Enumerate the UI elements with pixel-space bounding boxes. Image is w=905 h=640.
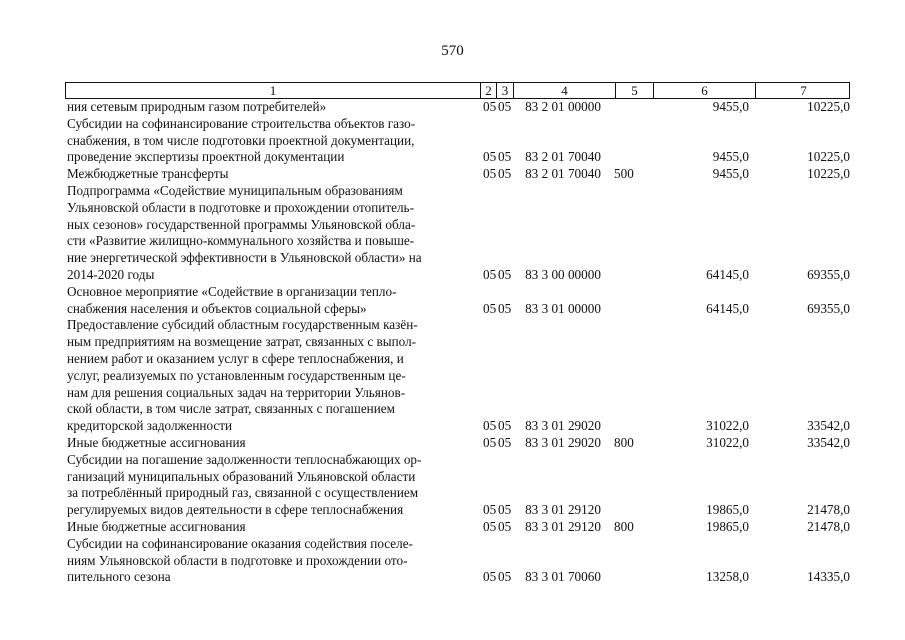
row-amount-year-1: 64145,0 — [706, 300, 749, 316]
table-row — [65, 435, 850, 452]
row-section: 05 — [483, 99, 497, 114]
table-row — [65, 99, 850, 116]
row-subsection: 05 — [498, 518, 512, 534]
row-subsection: 05 — [498, 99, 512, 114]
row-target-article: 83 3 00 00000 — [525, 266, 601, 282]
row-target-article: 83 2 01 70040 — [525, 166, 601, 182]
row-amount-year-2: 21478,0 — [807, 502, 850, 518]
table-row — [65, 536, 850, 586]
row-amount-year-2: 10225,0 — [807, 149, 850, 165]
row-amount-year-2: 33542,0 — [807, 418, 850, 434]
row-section: 05 — [483, 518, 497, 534]
row-expense-type: 500 — [614, 166, 634, 182]
row-amount-year-1: 9455,0 — [712, 99, 749, 114]
column-header-expense-type: 5 — [615, 83, 653, 98]
row-target-article: 83 3 01 70060 — [525, 569, 601, 585]
row-amount-year-1: 19865,0 — [706, 518, 749, 534]
row-amount-year-2: 33542,0 — [807, 434, 850, 450]
row-target-article: 83 3 01 29120 — [525, 502, 601, 518]
column-header-year-1: 6 — [653, 83, 755, 98]
row-section: 05 — [483, 418, 497, 434]
row-section: 05 — [483, 569, 497, 585]
row-name: Основное мероприятие «Содействие в организации тепло- снабжения населения и объектов социальной сферы» — [67, 283, 397, 316]
row-target-article: 83 3 01 00000 — [525, 300, 601, 316]
row-subsection: 05 — [498, 502, 512, 518]
row-expense-type: 800 — [614, 518, 634, 534]
page-number: 570 — [441, 43, 464, 59]
column-header-section: 2 — [480, 83, 496, 98]
row-section: 05 — [483, 266, 497, 282]
row-amount-year-2: 69355,0 — [807, 266, 850, 282]
row-section: 05 — [483, 502, 497, 518]
row-amount-year-1: 13258,0 — [706, 569, 749, 585]
row-subsection: 05 — [498, 166, 512, 182]
row-section: 05 — [483, 149, 497, 165]
row-name: Иные бюджетные ассигнования — [67, 434, 246, 450]
row-target-article: 83 2 01 00000 — [525, 99, 601, 114]
row-target-article: 83 3 01 29020 — [525, 434, 601, 450]
table-row — [65, 183, 850, 284]
row-section: 05 — [483, 434, 497, 450]
column-header-year-2: 7 — [755, 83, 851, 98]
row-name: Подпрограмма «Содействие муниципальным образованиям Ульяновской области в подготовке и прохождении отопитель- ных сезонов» государственной программы Ульяновской обла- сти «Развитие жилищно-коммунального хозяйства и повыше- ние энергетической эффективности в Ульяновской области» на 2014-2020 годы — [67, 182, 422, 282]
table-row — [65, 519, 850, 536]
table-body — [65, 99, 850, 586]
table-row — [65, 452, 850, 519]
row-name: Межбюджетные трансферты — [67, 166, 229, 182]
row-subsection: 05 — [498, 300, 512, 316]
row-name: Субсидии на софинансирование оказания содействия поселе- ниям Ульяновской области в подготовке и прохождении ото- пительного сезона — [67, 535, 413, 585]
table-row — [65, 317, 850, 435]
row-expense-type: 800 — [614, 434, 634, 450]
table-row — [65, 284, 850, 318]
row-amount-year-1: 9455,0 — [712, 149, 749, 165]
row-amount-year-2: 10225,0 — [807, 99, 850, 114]
row-amount-year-1: 19865,0 — [706, 502, 749, 518]
table-row — [65, 166, 850, 183]
row-name: Субсидии на погашение задолженности теплоснабжающих ор- ганизаций муниципальных образований Ульяновской области за потреблённый природный газ, связанной с осуществлением регулируемых видов деятельности в сфере теплоснабжения — [67, 451, 422, 518]
row-section: 05 — [483, 166, 497, 182]
row-amount-year-2: 14335,0 — [807, 569, 850, 585]
row-target-article: 83 3 01 29120 — [525, 518, 601, 534]
row-subsection: 05 — [498, 149, 512, 165]
row-amount-year-2: 21478,0 — [807, 518, 850, 534]
row-name: ния сетевым природным газом потребителей» — [67, 99, 327, 114]
row-amount-year-2: 10225,0 — [807, 166, 850, 182]
row-section: 05 — [483, 300, 497, 316]
row-subsection: 05 — [498, 266, 512, 282]
column-header-name: 1 — [269, 83, 277, 98]
row-subsection: 05 — [498, 418, 512, 434]
row-amount-year-1: 9455,0 — [712, 166, 749, 182]
row-target-article: 83 3 01 29020 — [525, 418, 601, 434]
row-name: Иные бюджетные ассигнования — [67, 518, 246, 534]
row-subsection: 05 — [498, 434, 512, 450]
row-amount-year-1: 64145,0 — [706, 266, 749, 282]
table-header-row — [65, 82, 850, 99]
row-name: Субсидии на софинансирование строительства объектов газо- снабжения, в том числе подготовки проектной документации, проведение экспертизы проектной документации — [67, 115, 416, 165]
row-amount-year-1: 31022,0 — [706, 418, 749, 434]
row-subsection: 05 — [498, 569, 512, 585]
row-target-article: 83 2 01 70040 — [525, 149, 601, 165]
column-header-subsection: 3 — [496, 83, 513, 98]
table-row — [65, 116, 850, 166]
column-header-target-article: 4 — [513, 83, 615, 98]
row-amount-year-1: 31022,0 — [706, 434, 749, 450]
row-amount-year-2: 69355,0 — [807, 300, 850, 316]
budget-table — [65, 82, 850, 586]
row-name: Предоставление субсидий областным государственным казён- ным предприятиям на возмещение затрат, связанных с выпол- нением работ и оказанием услуг в сфере теплоснабжения, и услуг, реализуемых по установленным государственным це- нам для решения социальных задач на территории Ульянов- ской области, в том числе затрат, связанных с погашением кредиторской задолженности — [67, 317, 418, 434]
